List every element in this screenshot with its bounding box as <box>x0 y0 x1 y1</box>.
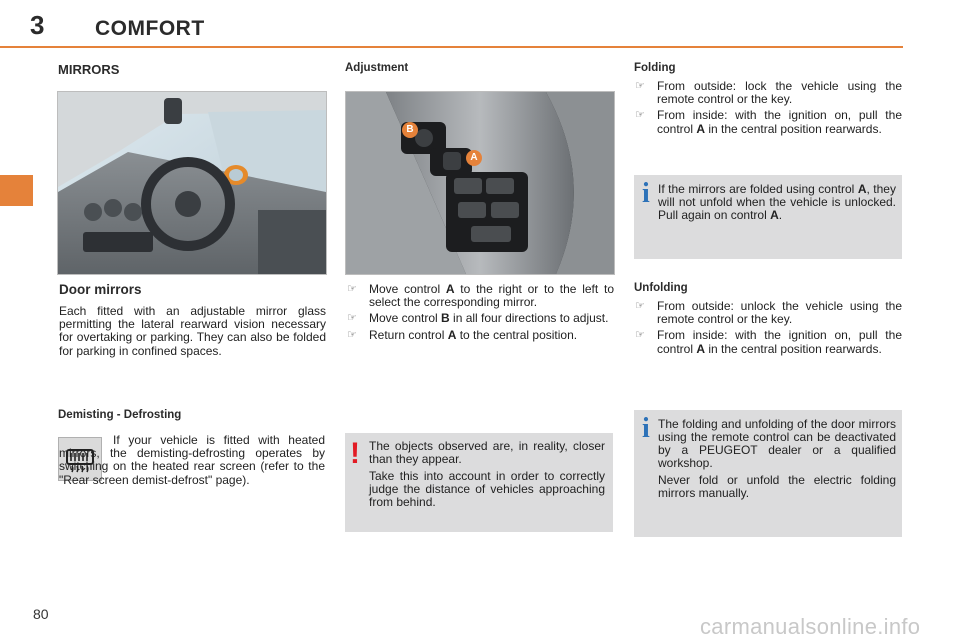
warning-box <box>345 433 613 532</box>
callout-a: A <box>466 150 482 166</box>
hand-pointer-icon: ☞ <box>347 283 357 295</box>
list-item: ☞ Move control B in all four directions to adjust. <box>347 311 609 326</box>
door-mirrors-text: Each fitted with an adjustable mirror glass permitting the lateral rearward vision necessary for overtaking or parking. They can also be folded for parking in confined spaces. <box>59 304 326 358</box>
section-title: MIRRORS <box>58 62 120 77</box>
page-number: 80 <box>33 606 49 622</box>
door-mirrors-heading: Door mirrors <box>59 282 142 297</box>
callout-b: B <box>402 122 418 138</box>
list-item: ☞ From inside: with the ignition on, pull the control A in the central position rearwards. <box>635 328 902 356</box>
demisting-heading: Demisting - Defrosting <box>58 409 182 421</box>
info-text-folding: If the mirrors are folded using control A, they will not unfold when the vehicle is unlocked. Pull again on control A. <box>658 182 896 222</box>
demisting-text: If your vehicle is fitted with heated mirrors, the demisting-defrosting operates by switching on the heated rear screen (refer to the "Rear screen demist-defrost" page). <box>59 433 325 487</box>
hand-pointer-icon: ☞ <box>635 300 645 312</box>
info-icon: i <box>642 178 650 209</box>
chapter-side-tab <box>0 175 33 206</box>
mirror-control-image <box>345 91 615 275</box>
chapter-title: COMFORT <box>95 17 205 40</box>
info-text-deactivation-2: Never fold or unfold the electric folding mirrors manually. <box>658 473 896 500</box>
list-item: ☞ Return control A to the central position. <box>347 327 578 342</box>
adjustment-heading: Adjustment <box>345 62 409 74</box>
hand-pointer-icon: ☞ <box>347 312 357 325</box>
car-interior-image <box>57 91 327 275</box>
info-icon: i <box>642 413 650 444</box>
warning-text-1: The objects observed are, in reality, closer than they appear. <box>369 439 605 466</box>
chapter-number: 3 <box>30 10 45 40</box>
list-item: ☞ From outside: unlock the vehicle using the remote control or the key. <box>635 299 902 327</box>
list-item: ☞ From outside: lock the vehicle using the remote control or the key. <box>635 79 902 107</box>
folding-heading: Folding <box>634 62 676 74</box>
hand-pointer-icon: ☞ <box>635 109 645 122</box>
hand-pointer-icon: ☞ <box>347 328 357 341</box>
adjustment-list <box>346 283 614 345</box>
info-box-deactivation <box>634 410 902 537</box>
hand-pointer-icon: ☞ <box>635 329 645 342</box>
unfolding-heading: Unfolding <box>634 282 688 294</box>
info-box-folding <box>634 175 902 259</box>
list-item: ☞ Move control A to the right or to the left to select the corresponding mirror. <box>347 282 614 310</box>
warning-text-2: Take this into account in order to correctly judge the distance of vehicles approaching from behind. <box>369 469 605 509</box>
warning-icon: ! <box>350 437 360 470</box>
watermark: carmanualsonline.info <box>700 614 921 639</box>
info-text-deactivation-1: The folding and unfolding of the door mirrors using the remote control can be deactivated by a PEUGEOT dealer or a qualified workshop. <box>658 417 896 470</box>
folding-list <box>634 80 902 139</box>
unfolding-list <box>634 300 902 359</box>
header-rule <box>0 46 903 48</box>
list-item: ☞ From inside: with the ignition on, pull the control A in the central position rearwards. <box>635 108 902 136</box>
hand-pointer-icon: ☞ <box>635 80 645 92</box>
